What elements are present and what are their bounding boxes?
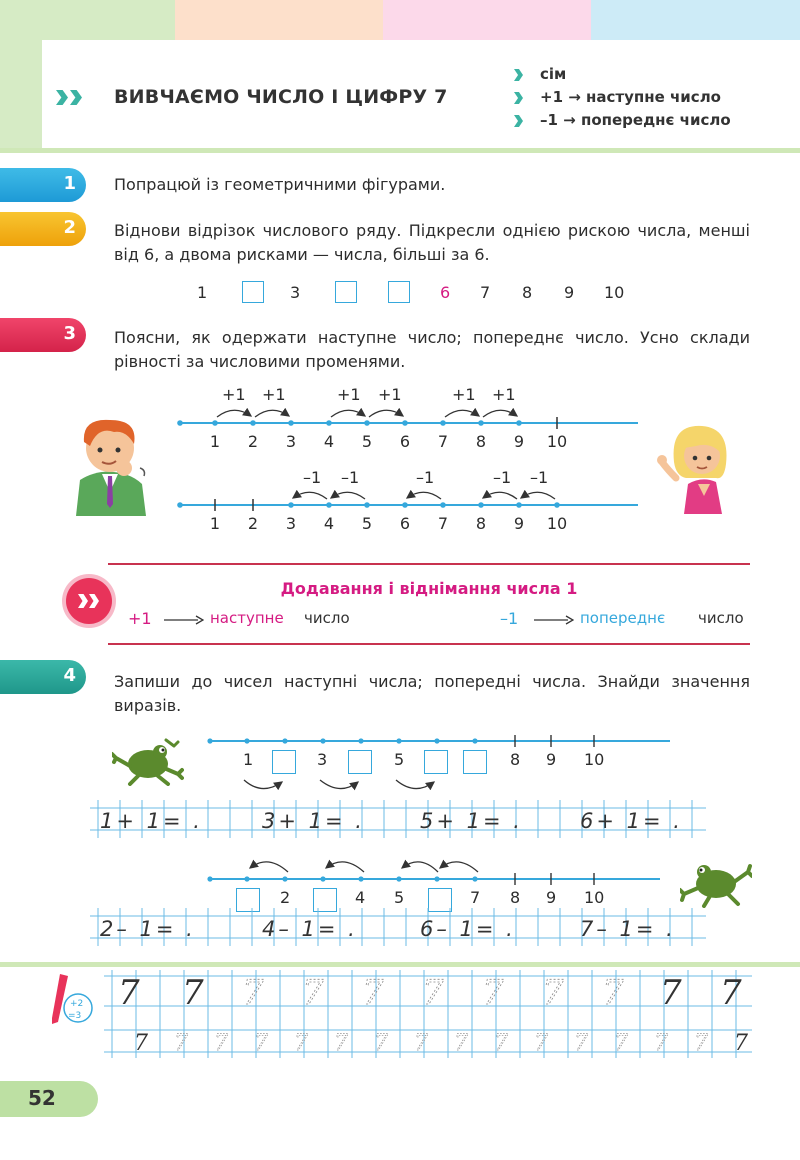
svg-text:9: 9: [513, 432, 525, 451]
page-title: ВИВЧАЄМО ЧИСЛО І ЦИФРУ 7: [114, 86, 448, 108]
rule-prev: попереднє: [580, 609, 666, 627]
svg-text:7: 7: [454, 1031, 468, 1056]
svg-text:7: 7: [174, 1031, 188, 1056]
sequence-number-highlight: 6: [440, 283, 451, 302]
top-band-blue: [591, 0, 800, 40]
arrow-icon: [534, 615, 574, 625]
svg-text:=3: =3: [68, 1011, 82, 1021]
task-2-text: Віднови відрізок числового ряду. Підкресли однією рискою числа, менші від 6, а двома рисками — числа, більші за 6.: [114, 221, 750, 264]
sequence-number: 1: [197, 283, 208, 302]
svg-text:10: 10: [546, 432, 568, 451]
minus-one-label: –1: [341, 468, 360, 487]
digit-small-sample: 7: [734, 1031, 748, 1056]
svg-text:7: 7: [374, 1031, 388, 1056]
answer-box[interactable]: [272, 750, 296, 774]
page-number-tab: [0, 1081, 98, 1117]
svg-text:7: 7: [294, 1031, 308, 1056]
digit-trace: 7: [542, 973, 564, 1013]
svg-text:7: 7: [574, 1031, 588, 1056]
plus-one-label: +1: [222, 385, 246, 404]
digit-trace: 7: [242, 973, 264, 1013]
svg-text:6: 6: [399, 432, 411, 451]
task-4-text: Запиши до чисел наступні числа; попередні числа. Знайди значення виразів.: [114, 672, 750, 715]
rule-box: [108, 563, 750, 645]
svg-text:7: 7: [494, 1031, 508, 1056]
digit-trace: 7: [422, 973, 444, 1013]
rule-plus: +1: [128, 609, 152, 628]
row2-number: 8: [510, 888, 521, 907]
header-divider: [0, 148, 800, 153]
task-3-text: Поясни, як одержати наступне число; попереднє число. Усно склади рівності за числовими променями.: [114, 328, 750, 371]
expression-plus: 3+ 1= .: [262, 809, 365, 833]
top-band-green: [0, 0, 175, 40]
task-number-4: 4: [0, 660, 86, 694]
svg-text:7: 7: [654, 1031, 668, 1056]
svg-text:2: 2: [247, 514, 259, 533]
digit-small-sample: 7: [134, 1031, 148, 1056]
rule-word-2: число: [698, 609, 744, 627]
svg-text:7: 7: [534, 1031, 548, 1056]
task-number-2: 2: [0, 212, 86, 246]
svg-text:10: 10: [546, 514, 568, 533]
minus-one-label: –1: [303, 468, 322, 487]
sequence-number: 9: [564, 283, 575, 302]
svg-text:3: 3: [285, 432, 297, 451]
row2-number: 5: [394, 888, 405, 907]
row1-number: 8: [510, 750, 521, 769]
rule-minus: –1: [500, 609, 519, 628]
top-band-peach: [175, 0, 383, 40]
svg-text:7: 7: [614, 1031, 628, 1056]
svg-text:6: 6: [399, 514, 411, 533]
rule-word: число: [304, 609, 350, 627]
rule-chevron-icon-2: [89, 594, 99, 608]
svg-text:3: 3: [285, 514, 297, 533]
expression-plus: 5+ 1= .: [420, 809, 523, 833]
svg-text:8: 8: [475, 514, 487, 533]
row1-number: 1: [243, 750, 254, 769]
svg-text:7: 7: [334, 1031, 348, 1056]
expression-minus: 2– 1= .: [100, 917, 196, 941]
sequence-empty-box[interactable]: [242, 281, 264, 303]
svg-text:1: 1: [209, 514, 221, 533]
row1-number: 5: [394, 750, 405, 769]
header-item-2: +1 → наступне число: [540, 88, 721, 106]
svg-text:4: 4: [323, 432, 335, 451]
rule-icon: [66, 578, 112, 624]
svg-text:5: 5: [361, 432, 373, 451]
svg-text:7: 7: [214, 1031, 228, 1056]
row1-number: 10: [584, 750, 605, 769]
rule-title: Додавання і віднімання числа 1: [280, 579, 578, 598]
svg-text:4: 4: [323, 514, 335, 533]
row2-number: 9: [546, 888, 557, 907]
girl-illustration: [650, 418, 736, 514]
sequence-number: 7: [480, 283, 491, 302]
plus-one-label: +1: [452, 385, 476, 404]
digit-trace: 7: [602, 973, 624, 1013]
answer-box[interactable]: [424, 750, 448, 774]
writing-practice-grid: [0, 966, 800, 1066]
minus-one-label: –1: [416, 468, 435, 487]
digit-trace: 7: [482, 973, 504, 1013]
row1-number: 9: [546, 750, 557, 769]
row2-number: 7: [470, 888, 481, 907]
plus-one-label: +1: [378, 385, 402, 404]
sequence-number: 10: [604, 283, 625, 302]
answer-box[interactable]: [348, 750, 372, 774]
svg-text:+2: +2: [70, 999, 84, 1009]
sequence-number: 8: [522, 283, 533, 302]
expression-minus: 7– 1= .: [580, 917, 676, 941]
svg-text:1: 1: [209, 432, 221, 451]
top-band-pink: [383, 0, 591, 40]
plus-one-label: +1: [337, 385, 361, 404]
minus-one-label: –1: [530, 468, 549, 487]
digit-sample: 7: [660, 973, 682, 1013]
arrow-icon: [164, 615, 204, 625]
svg-text:7: 7: [694, 1031, 708, 1056]
svg-text:2: 2: [247, 432, 259, 451]
row2-number: 10: [584, 888, 605, 907]
svg-text:7: 7: [437, 432, 449, 451]
writing-grid-expressions: [0, 800, 800, 960]
task-1-text: Попрацюй із геометричними фігурами.: [114, 175, 446, 194]
answer-box[interactable]: [463, 750, 487, 774]
svg-text:9: 9: [513, 514, 525, 533]
svg-text:5: 5: [361, 514, 373, 533]
sequence-empty-box[interactable]: [388, 281, 410, 303]
expression-minus: 6– 1= .: [420, 917, 516, 941]
expression-plus: 6+ 1= .: [580, 809, 683, 833]
svg-text:7: 7: [437, 514, 449, 533]
header-item-1: сім: [540, 65, 567, 83]
page-number: 52: [28, 1086, 56, 1110]
row2-number: 2: [280, 888, 291, 907]
row2-number: 4: [355, 888, 366, 907]
svg-text:8: 8: [475, 432, 487, 451]
digit-trace: 7: [362, 973, 384, 1013]
sequence-empty-box[interactable]: [335, 281, 357, 303]
task-number-3: 3: [0, 318, 86, 352]
digit-trace: 7: [302, 973, 324, 1013]
plus-one-label: +1: [492, 385, 516, 404]
svg-text:7: 7: [414, 1031, 428, 1056]
expression-plus: 1+ 1= .: [100, 809, 203, 833]
minus-one-label: –1: [493, 468, 512, 487]
digit-sample: 7: [118, 973, 140, 1013]
header-left-fill: [0, 40, 42, 148]
plus-one-label: +1: [262, 385, 286, 404]
digit-sample: 7: [720, 973, 742, 1013]
boy-illustration: [66, 412, 156, 516]
sequence-number: 3: [290, 283, 301, 302]
row1-number: 3: [317, 750, 328, 769]
rule-next: наступне: [210, 609, 284, 627]
task-number-1: 1: [0, 168, 86, 202]
expression-minus: 4– 1= .: [262, 917, 358, 941]
digit-sample: 7: [182, 973, 204, 1013]
svg-text:7: 7: [254, 1031, 268, 1056]
rule-chevron-icon: [78, 594, 88, 608]
header-item-3: –1 → попереднє число: [540, 111, 731, 129]
